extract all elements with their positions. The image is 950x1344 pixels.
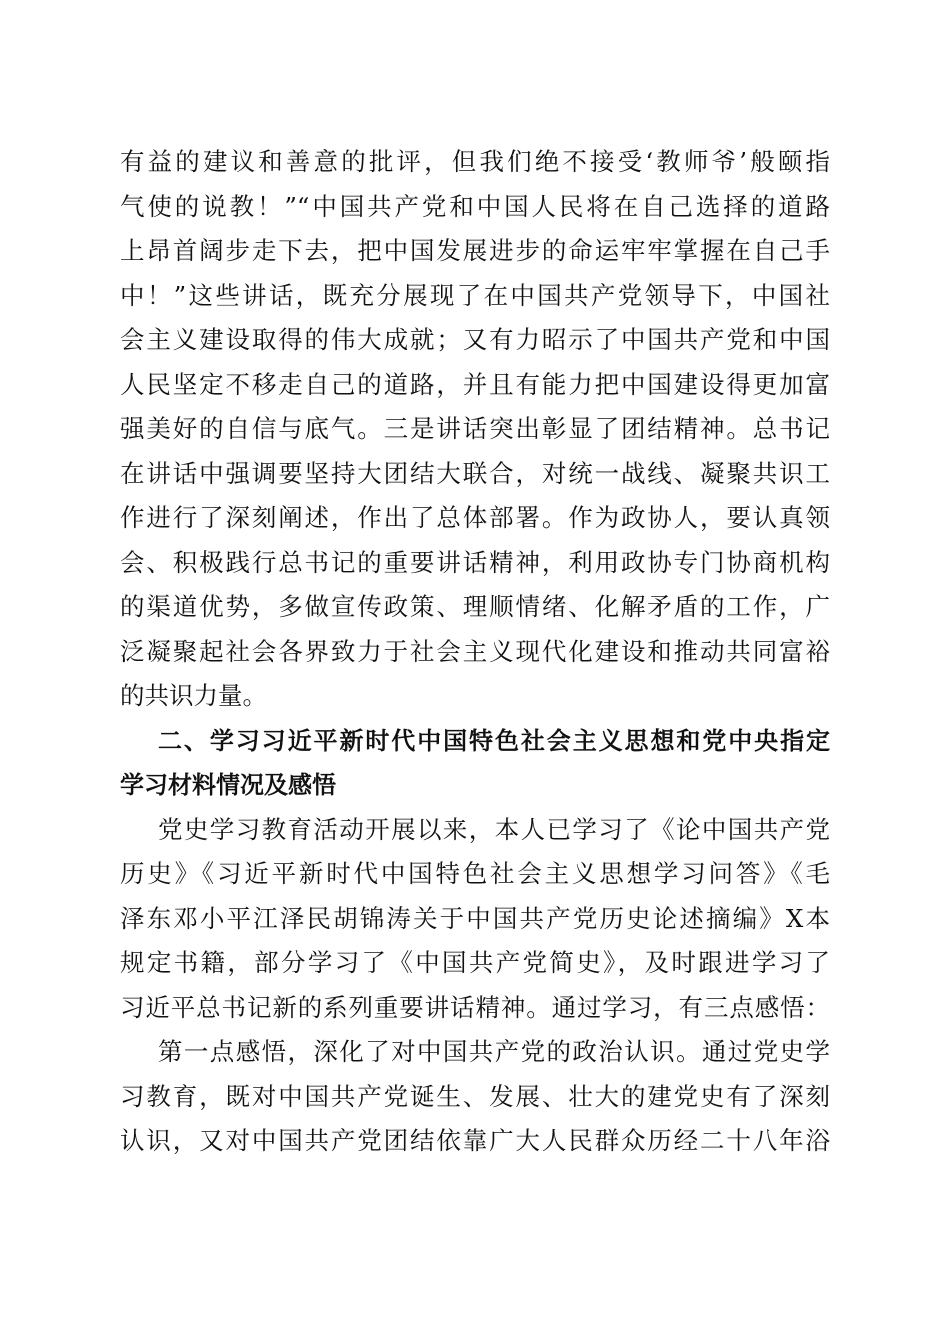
text-line: 习教育，既对中国共产党诞生、发展、壮大的建党史有了深刻 [120, 1081, 830, 1111]
document-body [120, 140, 830, 1164]
text-line: 会主义建设取得的伟大成就；又有力昭示了中国共产党和中国 [120, 325, 830, 354]
text-line: 中！”这些讲话，既充分展现了在中国共产党领导下，中国社 [120, 280, 830, 310]
text-line: 的共识力量。 [120, 681, 267, 710]
text-line: 强美好的自信与底气。三是讲话突出彰显了团结精神。总书记 [120, 414, 830, 443]
text-line: 有益的建议和善意的批评，但我们绝不接受‘教师爷’般颐指 [120, 147, 830, 176]
text-line: 历史》《习近平新时代中国特色社会主义思想学习问答》《毛 [120, 859, 830, 888]
text-line: 在讲话中强调要坚持大团结大联合，对统一战线、凝聚共识工 [120, 458, 830, 488]
paragraph [120, 1030, 830, 1164]
text-line: 作进行了深刻阐述，作出了总体部署。作为政协人，要认真领 [120, 503, 830, 532]
text-line: 气使的说教！”“中国共产党和中国人民将在自己选择的道路 [120, 191, 830, 221]
text-line: 人民坚定不移走自己的道路，并且有能力把中国建设得更加富 [120, 369, 830, 399]
text-line: 泛凝聚起社会各界致力于社会主义现代化建设和推动共同富裕 [120, 636, 830, 666]
text-line: 认识，又对中国共产党团结依靠广大人民群众历经二十八年浴 [120, 1126, 830, 1155]
heading-line: 二、学习习近平新时代中国特色社会主义思想和党中央指定 [158, 726, 830, 755]
text-line: 上昂首阔步走下去，把中国发展进步的命运牢牢掌握在自己手 [120, 236, 830, 265]
text-line: 党史学习教育活动开展以来，本人已学习了《论中国共产党 [158, 814, 830, 844]
text-line: 会、积极践行总书记的重要讲话精神，利用政协专门协商机构 [120, 547, 830, 577]
section-heading [120, 719, 830, 808]
text-line: 规定书籍，部分学习了《中国共产党简史》，及时跟进学习了 [120, 948, 830, 977]
text-line: 第一点感悟，深化了对中国共产党的政治认识。通过党史学 [158, 1037, 830, 1066]
text-line: 泽东邓小平江泽民胡锦涛关于中国共产党历史论述摘编》X本 [120, 903, 830, 933]
paragraph [120, 808, 830, 1031]
paragraph [120, 140, 830, 719]
heading-line: 学习材料情况及感悟 [120, 771, 336, 799]
text-line: 的渠道优势，多做宣传政策、理顺情绪、化解矛盾的工作，广 [120, 592, 830, 621]
text-line: 习近平总书记新的系列重要讲话精神。通过学习，有三点感悟： [120, 992, 830, 1022]
